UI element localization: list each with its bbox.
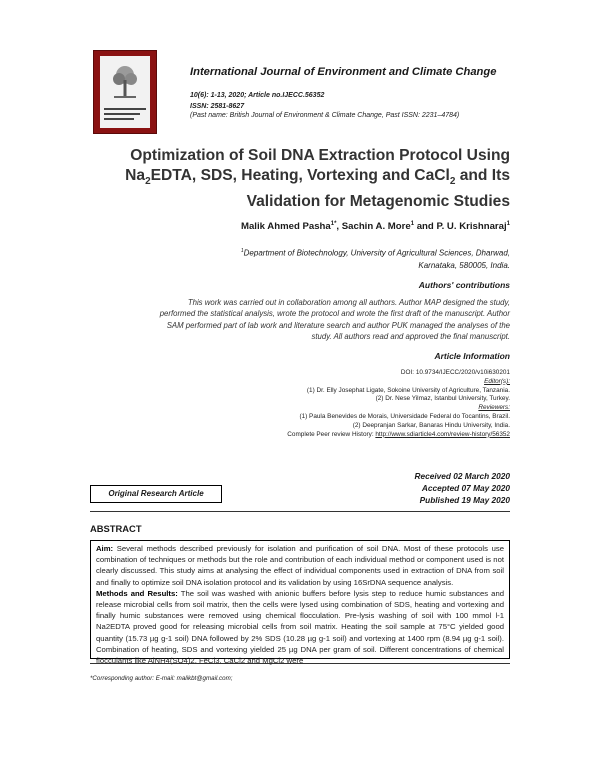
contributions-heading: Authors' contributions xyxy=(418,280,510,290)
abstract-box xyxy=(90,540,510,666)
author-name: Sachin A. More xyxy=(341,221,411,233)
article-info-heading: Article Information xyxy=(434,351,510,361)
author-name: Malik Ahmed Pasha xyxy=(240,221,331,233)
review-history-link[interactable]: http://www.sdiarticle4.com/review-history/56352 xyxy=(375,430,510,438)
author-name: P. U. Krishnaraj xyxy=(436,221,507,233)
journal-cover-image xyxy=(93,50,157,134)
past-name: (Past name: British Journal of Environment & Climate Change, Past ISSN: 2231–4784) xyxy=(190,112,460,119)
publication-dates xyxy=(415,470,510,506)
doi: DOI: 10.9734/IJECC/2020/v10i630201 xyxy=(400,369,510,376)
divider xyxy=(90,511,510,512)
issn: ISSN: 2581-8627 xyxy=(190,103,245,110)
reviewers-label: Reviewers: xyxy=(478,404,510,412)
paper-title xyxy=(90,146,510,212)
footnote-divider xyxy=(90,663,510,664)
corresponding-author-footnote: *Corresponding author: E-mail: malikbt@gmail.com; xyxy=(90,675,233,682)
title-line-3: Validation for Metagenomic Studies xyxy=(246,193,510,211)
published-date: Published 19 May 2020 xyxy=(419,495,510,505)
journal-name: International Journal of Environment and Climate Change xyxy=(190,66,497,78)
title-line-2: $Na_2EDTA$, SDS, Heating, Vortexing and CaCl$_2$ and Its xyxy=(125,167,510,188)
received-date: Received 02 March 2020 xyxy=(414,471,510,481)
abstract-heading: ABSTRACT xyxy=(90,523,142,534)
abstract-aim: Aim: Several methods described previously for isolation and purification of soil DNA. Most of these protocols use combination of techniques or methods but the role and contribution of each individual method or component used is not clearly discussed. This study aims at analysing the effect of individual components used in extraction of DNA from soil and finally to optimize soil DNA isolation protocol and its validation by using 16SrDNA sequence analysis. xyxy=(96,544,504,587)
tree-icon xyxy=(108,62,142,104)
affiliation: $^1$Department of Biotechnology, University of Agricultural Sciences, Dharwad, Karnataka, 580005, India. xyxy=(240,248,510,270)
author-list: Malik Ahmed Pasha$^{1*}$, Sachin A. More$^1$ and P. U. Krishnaraj$^1$ xyxy=(240,221,510,233)
article-type-badge: Original Research Article xyxy=(90,485,222,503)
accepted-date: Accepted 07 May 2020 xyxy=(421,483,510,493)
issue-info: 10(6): 1-13, 2020; Article no.IJECC.56352 xyxy=(190,92,325,99)
title-line-1: Optimization of Soil DNA Extraction Protocol Using xyxy=(130,147,510,164)
abstract-methods: Methods and Results: The soil was washed with anionic buffers before lysis step to reduce humic substances and release microbial cells from soil matrix, then the cells were lysed using combination of SDS, heating and vortexing and finally humic substances were removed using chemical flocculation. Pre-lysis washing of soil with 100 mmol l-1 Na2EDTA proved good for releasing microbial cells from soil matrix. Heating the soil sample at 75°C yielded good quantity (15.73 µg g-1 soil) DNA followed by 2% SDS (10.28 µg g-1 soil) and vortexing at 1400 rpm (8.94 µg g-1 soil). Combination of heating, SDS and vortexing yielded 25 µg DNA per gram of soil. Different concentrations of chemical flocculants like AlNH4(SO4)2, FeCl3, CaCl2 and MgCl2 were xyxy=(96,588,504,666)
editors-label: Editor(s): xyxy=(484,377,510,385)
contributions-text: This work was carried out in collaboration among all authors. Author MAP designed the study, performed the statistical analysis, wrote the protocol and wrote the first draft of the manuscript. Author SAM performed part of lab work and literature search and author PUK managed the analyses of the study. All authors read and approved the final manuscript. xyxy=(159,298,510,341)
article-info: DOI: 10.9734/IJECC/2020/v10i630201 Editor(s): (1) Dr. Elly Josephat Ligate, Sokoine University of Agriculture, Tanzania. (2) Dr. Nese Yilmaz, Istanbul University, Turkey. Reviewers: (1) Paula Benevides de Morais, Universidade Federal do Tocantins, Brazil. (2) Deepranjan Sarkar, Banaras Hindu University, India. Complete Peer review History: http://www.sdiarticle4.com/review-history/56352 xyxy=(160,369,510,439)
